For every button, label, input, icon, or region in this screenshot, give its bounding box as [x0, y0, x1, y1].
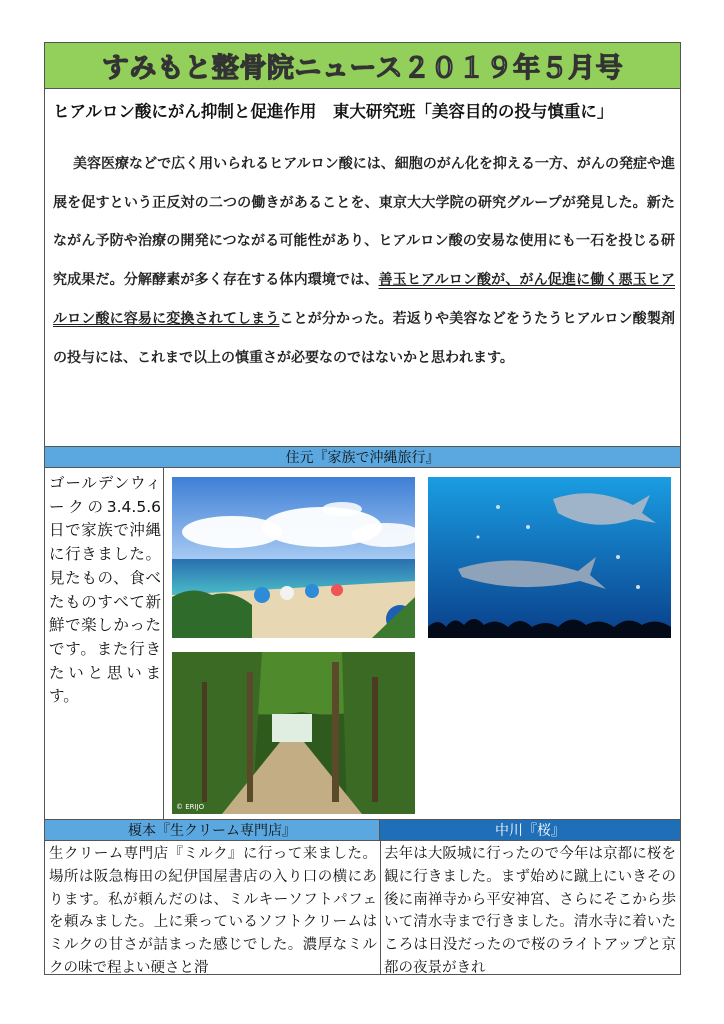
- beach-photo: [172, 477, 415, 638]
- cream-section-heading: 榎本『生クリーム専門店』: [45, 819, 380, 841]
- aquarium-photo: [428, 477, 671, 638]
- bottom-columns: [45, 841, 680, 974]
- article-body-part-1: 美容医療などで広く用いられるヒアルロン酸には、細胞のがん化を抑える一方、がんの発症や進展を促すという正反対の二つの働きがあることを、東京大大学院の研究グループが発見した。新たながん予防や治療の開発につながる可能性があり、ヒアルロン酸の安易な使用にも一石を投じる研究成果だ。分解酵素が多く存在する体内環境では、: [53, 156, 675, 289]
- divider: [163, 468, 164, 819]
- newsletter-frame: [44, 42, 681, 975]
- sakura-column-text: 去年は大阪城に行ったので今年は京都に桜を観に行きました。まず始めに蹴上にいきその後に南禅寺から平安神宮、さらにそこから歩いて清水寺まで行きました。清水寺に着いたころは日没だったので桜のライトアップと京都の夜景がきれ: [384, 846, 676, 974]
- sakura-section-heading: 中川『桜』: [380, 819, 680, 841]
- title-bar: [45, 43, 680, 89]
- article-body: [53, 145, 675, 377]
- newsletter-title: すみもと整骨院ニュース２０１９年５月号: [101, 53, 624, 84]
- article-body-part-2: ことが分かった。若返りや美容などをうたうヒアルロン酸製剤の投与には、これまで以上の慎重さが必要なのではないかと思われます。: [53, 310, 675, 366]
- article-headline: ヒアルロン酸にがん抑制と促進作用 東大研究班「美容目的の投与慎重に」: [53, 102, 614, 121]
- photo-watermark: © ERIJO: [176, 803, 205, 811]
- trip-text: ゴールデンウィークの3.4.5.6日で家族で沖縄に行きました。見たもの、食べたものすべて新鮮で楽しかったです。また行きたいと思います。: [49, 474, 161, 706]
- column-divider: [380, 841, 381, 974]
- forest-path-photo: [172, 652, 415, 814]
- trip-section-heading: 住元『家族で沖縄旅行』: [45, 446, 680, 468]
- article-body-underlined: 善玉ヒアルロン酸が、がん促進に働く悪玉ヒアルロン酸に容易に変換されてしまう: [53, 272, 675, 327]
- cream-column-text: 生クリーム専門店『ミルク』に行って来ました。場所は阪急梅田の紀伊国屋書店の入り口の横にあります。私が頼んだのは、ミルキーソフトパフェを頼みました。上に乗っているソフトクリームはミルクの甘さが詰まった感じでした。濃厚なミルクの味で程よい硬さと滑: [49, 846, 377, 974]
